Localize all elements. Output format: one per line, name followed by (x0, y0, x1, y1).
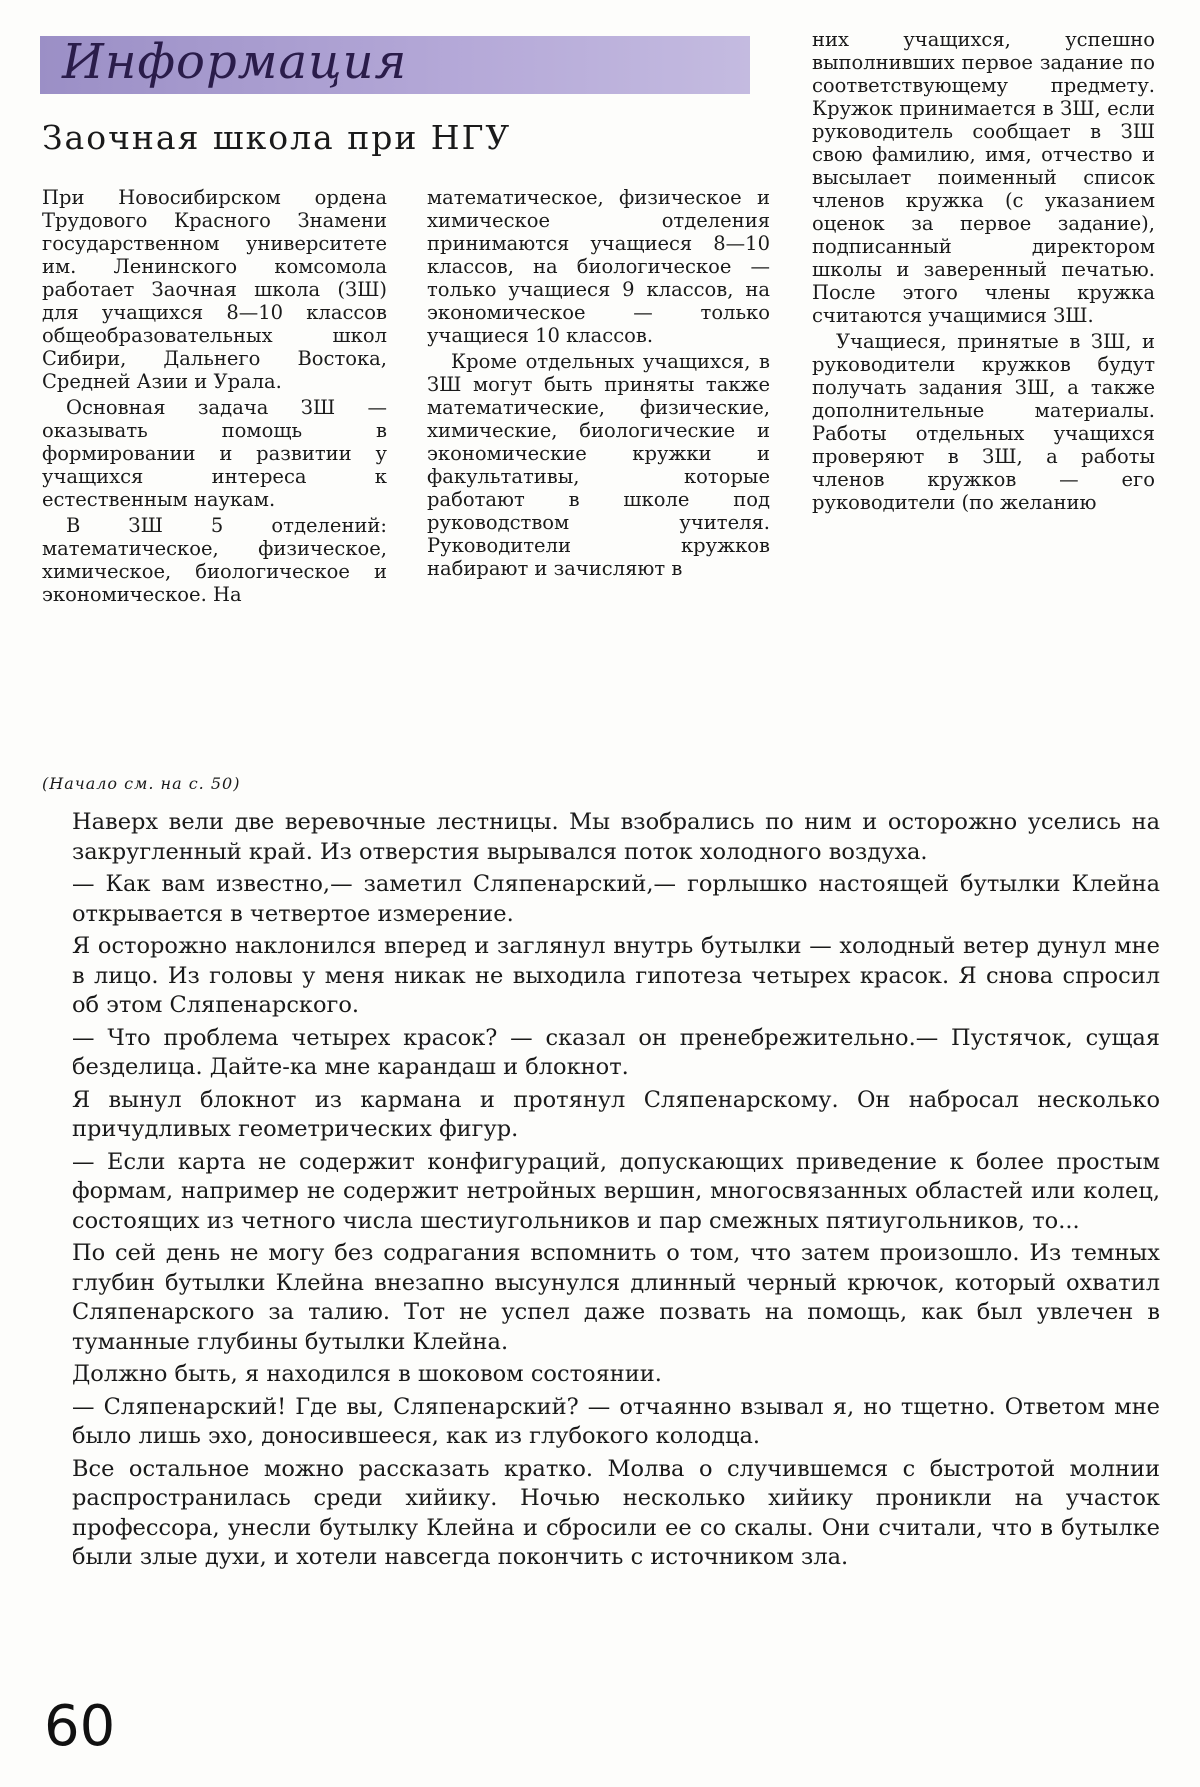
article-column-3 (812, 28, 1155, 517)
story-paragraph: Наверх вели две веревочные лестницы. Мы взобрались по ним и осторожно уселись на закругленный край. Из отверстия вырывался поток холодного воздуха. (72, 809, 1160, 865)
story-paragraph: По сей день не могу без содрагания вспомнить о том, что затем произошло. Из темных глубин бутылки Клейна внезапно высунулся длинный черный крючок, который охватил Сляпенарского за талию. Тот не успел даже позвать на помощь, как был увлечен в туманные глубины бутылки Клейна. (72, 1240, 1160, 1355)
story-paragraph: Должно быть, я находился в шоковом состоянии. (72, 1361, 662, 1387)
article-paragraph: математическое, физическое и химическое отделения принимаются учащиеся 8—10 классов, на биологическое — только учащиеся 9 классов, на экономическое — только учащиеся 10 классов. (427, 186, 770, 347)
story-paragraph: Я вынул блокнот из кармана и протянул Сляпенарскому. Он набросал несколько причудливых геометрических фигур. (72, 1086, 1160, 1142)
banner-script-title: Информация (62, 34, 408, 90)
story-paragraph: Я осторожно наклонился вперед и заглянул внутрь бутылки — холодный ветер дунул мне в лицо. Из головы у меня никак не выходила гипотеза четырех красок. Я снова спросил об этом Сляпенарского. (72, 933, 1160, 1018)
article-column-1 (42, 186, 387, 609)
story-paragraph: — Что проблема четырех красок? — сказал он пренебрежительно.— Пустячок, сущая безделица. Дайте-ка мне карандаш и блокнот. (72, 1024, 1160, 1080)
article-paragraph: Кроме отдельных учащихся, в ЗШ могут быть приняты также математические, физические, химические, биологические и экономические кружки и факультативы, которые работают в школе под руководством учителя. Руководители кружков набирают и зачисляют в (427, 350, 770, 580)
story-paragraph: — Как вам известно,— заметил Сляпенарский,— горлышко настоящей бутылки Клейна открывается в четвертое измерение. (72, 871, 1160, 927)
story-paragraph: — Если карта не содержит конфигураций, допускающих приведение к более простым формам, например не содержит нетройных вершин, многосвязанных областей или колец, состоящих из четного числа шестиугольников и пар смежных пятиугольников, то... (72, 1148, 1160, 1234)
article-paragraph: При Новосибирском ордена Трудового Красного Знамени государственном университете им. Ленинского комсомола работает Заочная школа (ЗШ) для учащихся 8—10 классов общеобразовательных школ Сибири, Дальнего Востока, Средней Азии и Урала. (42, 186, 387, 393)
article-column-2 (427, 186, 770, 583)
story-paragraph: — Сляпенарский! Где вы, Сляпенарский? — отчаянно взывал я, но тщетно. Ответом мне было лишь эхо, доносившееся, как из глубокого колодца. (72, 1393, 1160, 1449)
story-text (72, 808, 1160, 1576)
story-paragraph: Все остальное можно рассказать кратко. Молва о случившемся с быстротой молнии распространилась среди хийику. Ночью несколько хийику проникли на участок профессора, унесли бутылку Клейна и сбросили ее со скалы. Они считали, что в бутылке были злые духи, и хотели навсегда покончить с источником зла. (72, 1455, 1160, 1570)
article-paragraph: В ЗШ 5 отделений: математическое, физическое, химическое, биологическое и экономическое. На (42, 514, 387, 606)
page-number: 60 (44, 1694, 116, 1759)
article-title: Заочная школа при НГУ (42, 118, 512, 157)
article-paragraph: них учащихся, успешно выполнивших первое задание по соответствующему предмету. Кружок принимается в ЗШ, если руководитель сообщает в ЗШ свою фамилию, имя, отчество и высылает поименный список членов кружка (с указанием оценок за первое задание), подписанный директором школы и заверенный печатью. После этого члены кружка считаются учащимися ЗШ. (812, 28, 1155, 327)
article-paragraph: Основная задача ЗШ — оказывать помощь в формировании и развитии у учащихся интереса к естественным наукам. (42, 396, 387, 511)
article-paragraph: Учащиеся, принятые в ЗШ, и руководители кружков будут получать задания ЗШ, а также дополнительные материалы. Работы отдельных учащихся проверяют в ЗШ, а работы членов кружков — его руководители (по желанию (812, 330, 1155, 514)
continuation-note: (Начало см. на с. 50) (42, 774, 241, 793)
